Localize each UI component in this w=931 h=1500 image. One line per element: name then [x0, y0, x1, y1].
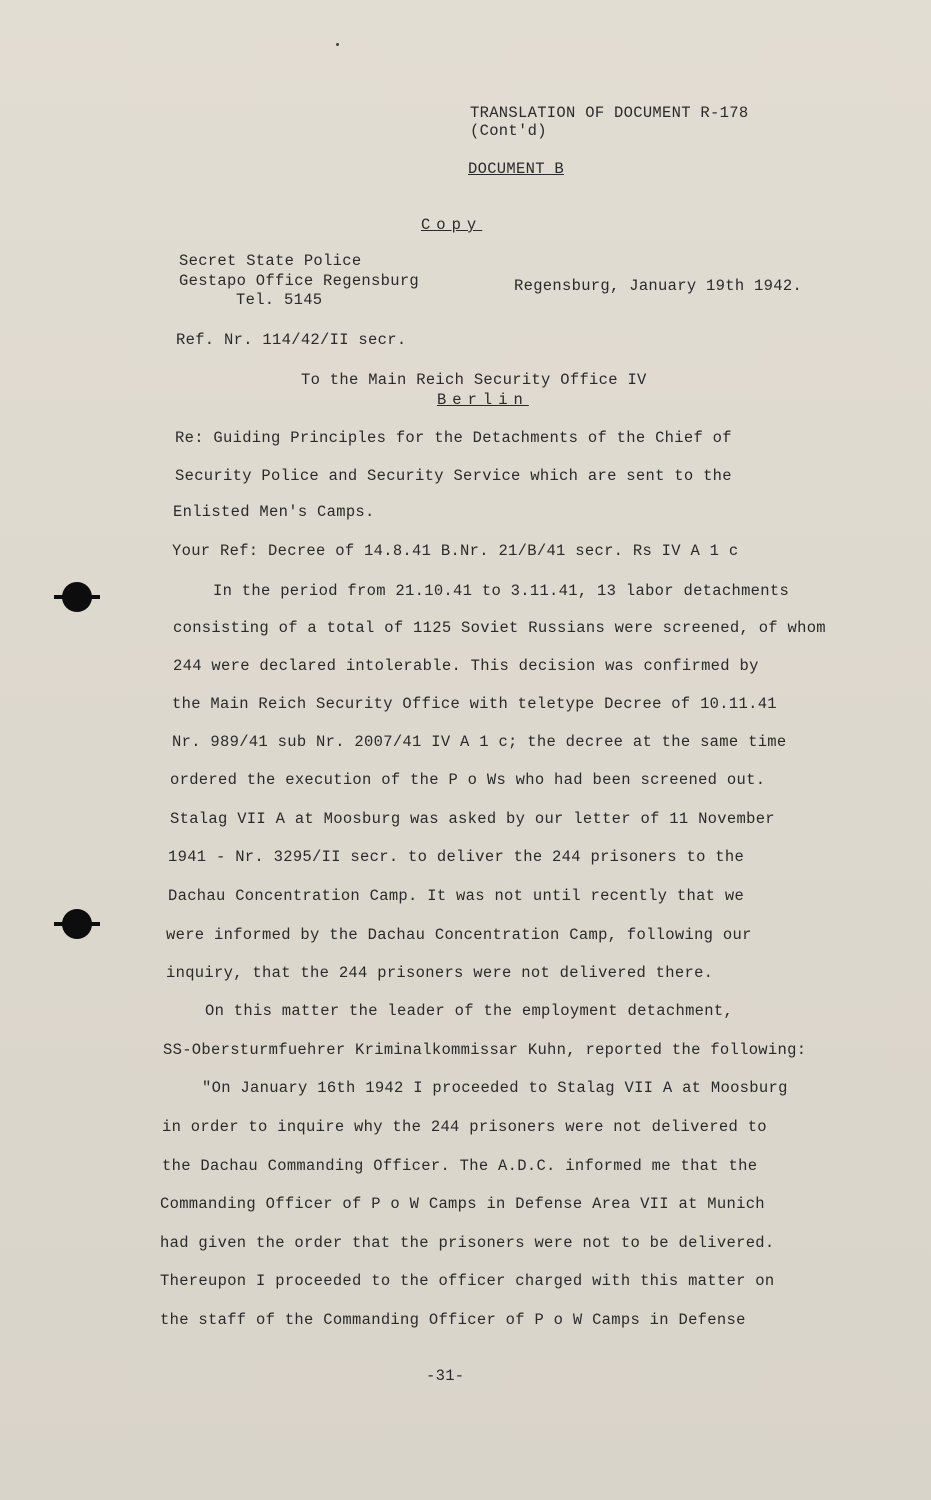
body-line: had given the order that the prisoners were not to be delivered.: [160, 1234, 775, 1252]
document-title-continued: (Cont'd): [470, 122, 547, 140]
reference-number: Ref. Nr. 114/42/II secr.: [176, 331, 407, 349]
sender-line-2: Gestapo Office Regensburg: [179, 272, 420, 290]
place-and-date: Regensburg, January 19th 1942.: [514, 277, 803, 295]
recipient-office: To the Main Reich Security Office IV: [301, 371, 647, 389]
body-line: "On January 16th 1942 I proceeded to Stalag VII A at Moosburg: [202, 1079, 788, 1097]
body-line: the Main Reich Security Office with teletype Decree of 10.11.41: [172, 695, 777, 713]
body-line: On this matter the leader of the employment detachment,: [205, 1002, 734, 1020]
body-line: consisting of a total of 1125 Soviet Russians were screened, of whom: [173, 619, 826, 637]
punch-hole-bottom: [62, 909, 92, 939]
body-line: Dachau Concentration Camp. It was not until recently that we: [168, 887, 745, 905]
body-line: 1941 - Nr. 3295/II secr. to deliver the 244 prisoners to the: [168, 848, 745, 866]
page-number: -31-: [426, 1367, 465, 1385]
recipient-city: Berlin: [437, 391, 529, 409]
body-line: ordered the execution of the P o Ws who had been screened out.: [170, 771, 766, 789]
punch-hole-top: [62, 582, 92, 612]
body-line: the staff of the Commanding Officer of P o W Camps in Defense: [160, 1311, 746, 1329]
body-line: 244 were declared intolerable. This decision was confirmed by: [173, 657, 759, 675]
body-line: Nr. 989/41 sub Nr. 2007/41 IV A 1 c; the decree at the same time: [172, 733, 787, 751]
document-label: DOCUMENT B: [468, 160, 565, 178]
body-line: Commanding Officer of P o W Camps in Defense Area VII at Munich: [160, 1195, 765, 1213]
document-title: TRANSLATION OF DOCUMENT R-178: [470, 104, 749, 122]
sender-telephone: Tel. 5145: [236, 291, 323, 309]
body-line: were informed by the Dachau Concentration Camp, following our: [166, 926, 752, 944]
body-line: in order to inquire why the 244 prisoners were not delivered to: [162, 1118, 767, 1136]
ink-speck: [336, 43, 339, 46]
your-reference: Your Ref: Decree of 14.8.41 B.Nr. 21/B/41 secr. Rs IV A 1 c: [172, 542, 739, 560]
body-line: In the period from 21.10.41 to 3.11.41, 13 labor detachments: [213, 582, 790, 600]
body-line: SS-Obersturmfuehrer Kriminalkommissar Kuhn, reported the following:: [163, 1041, 807, 1059]
body-line: Thereupon I proceeded to the officer charged with this matter on: [160, 1272, 775, 1290]
sender-line-1: Secret State Police: [179, 252, 362, 270]
subject-line-1: Re: Guiding Principles for the Detachments of the Chief of: [175, 429, 732, 447]
subject-line-2: Security Police and Security Service which are sent to the: [175, 467, 732, 485]
copy-label: Copy: [421, 216, 483, 234]
body-line: Stalag VII A at Moosburg was asked by our letter of 11 November: [170, 810, 775, 828]
subject-line-3: Enlisted Men's Camps.: [173, 503, 375, 521]
body-line: inquiry, that the 244 prisoners were not delivered there.: [166, 964, 714, 982]
body-line: the Dachau Commanding Officer. The A.D.C. informed me that the: [162, 1157, 758, 1175]
